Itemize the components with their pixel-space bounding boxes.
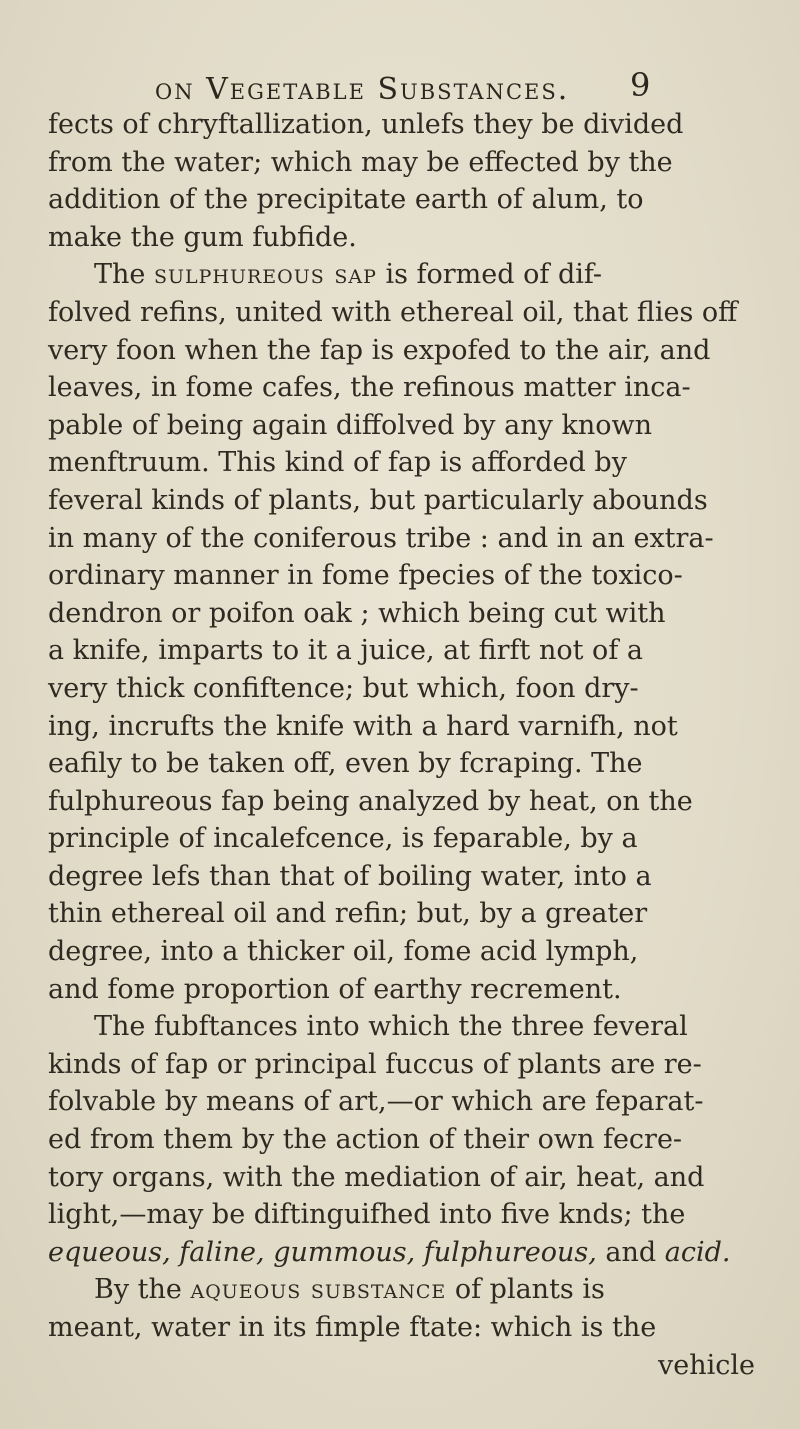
italic-term: acid. [664,1236,731,1268]
small-caps-term: sulphureous sap [153,259,377,291]
body-text [48,106,786,1384]
text-line: make the gum fubfide. [48,221,357,253]
text-line: ordinary manner in fome fpecies of the toxico- [48,560,683,592]
text-line: fulphureous fap being analyzed by heat, on the [48,785,693,817]
running-head: on Vegetable Substances. [155,72,570,107]
text-line: degree lefs than that of boiling water, into a [48,860,652,892]
text-line: leaves, in fome cafes, the refinous matter inca- [48,372,691,404]
text-line: eafily to be taken off, even by fcraping. The [48,748,643,780]
text-line: equeous, faline, gummous, fulphureous, and acid. [48,1236,731,1268]
italic-terms: equeous, faline, gummous, fulphureous, [48,1236,597,1268]
text-line: very thick confiftence; but which, foon dry- [48,672,639,704]
text-line: dendron or poifon oak ; which being cut with [48,597,666,629]
text-line: thin ethereal oil and refin; but, by a greater [48,898,648,930]
text-line: pable of being again diffolved by any known [48,409,652,441]
text-line: feveral kinds of plants, but particularly abounds [48,484,708,516]
paragraph-start-line: By the aqueous substance of plants is [94,1274,605,1306]
text-line: degree, into a thicker oil, fome acid lymph, [48,936,639,968]
text-line: meant, water in its fimple ftate: which is the [48,1312,657,1343]
page-number: 9 [630,66,651,104]
text-line: from the water; which may be effected by the [48,146,673,178]
text-line: menftruum. This kind of fap is afforded by [48,447,627,479]
text-line: tory organs, with the mediation of air, heat, and [48,1161,705,1193]
text-line: very foon when the fap is expofed to the air, and [48,334,711,366]
text-line: a knife, imparts to it a juice, at firft not of a [48,635,643,667]
text-line: folvable by means of art,—or which are feparat- [48,1086,704,1118]
catchword: vehicle [658,1349,755,1381]
text-line: light,—may be diftinguifhed into five knds; the [48,1199,686,1231]
text-line: in many of the coniferous tribe : and in an extra- [48,522,714,554]
small-caps-term: aqueous substance [190,1274,447,1306]
text-line: and fome proportion of earthy recrement. [48,973,622,1005]
text-line: kinds of fap or principal fuccus of plants are re- [48,1048,702,1080]
text-line: folved refins, united with ethereal oil, that flies off [48,296,738,328]
paragraph-start-line: The fubftances into which the three feveral [94,1011,688,1043]
text-line: ed from them by the action of their own fecre- [48,1124,683,1156]
text-line: ing, incrufts the knife with a hard varnifh, not [48,710,678,742]
text-line: fects of chryftallization, unlefs they be divided [48,109,684,140]
text-line: principle of incalefcence, is feparable, by a [48,823,638,855]
paragraph-start-line: The sulphureous sap is formed of dif- [94,259,603,291]
text-line: addition of the precipitate earth of alum, to [48,184,644,216]
